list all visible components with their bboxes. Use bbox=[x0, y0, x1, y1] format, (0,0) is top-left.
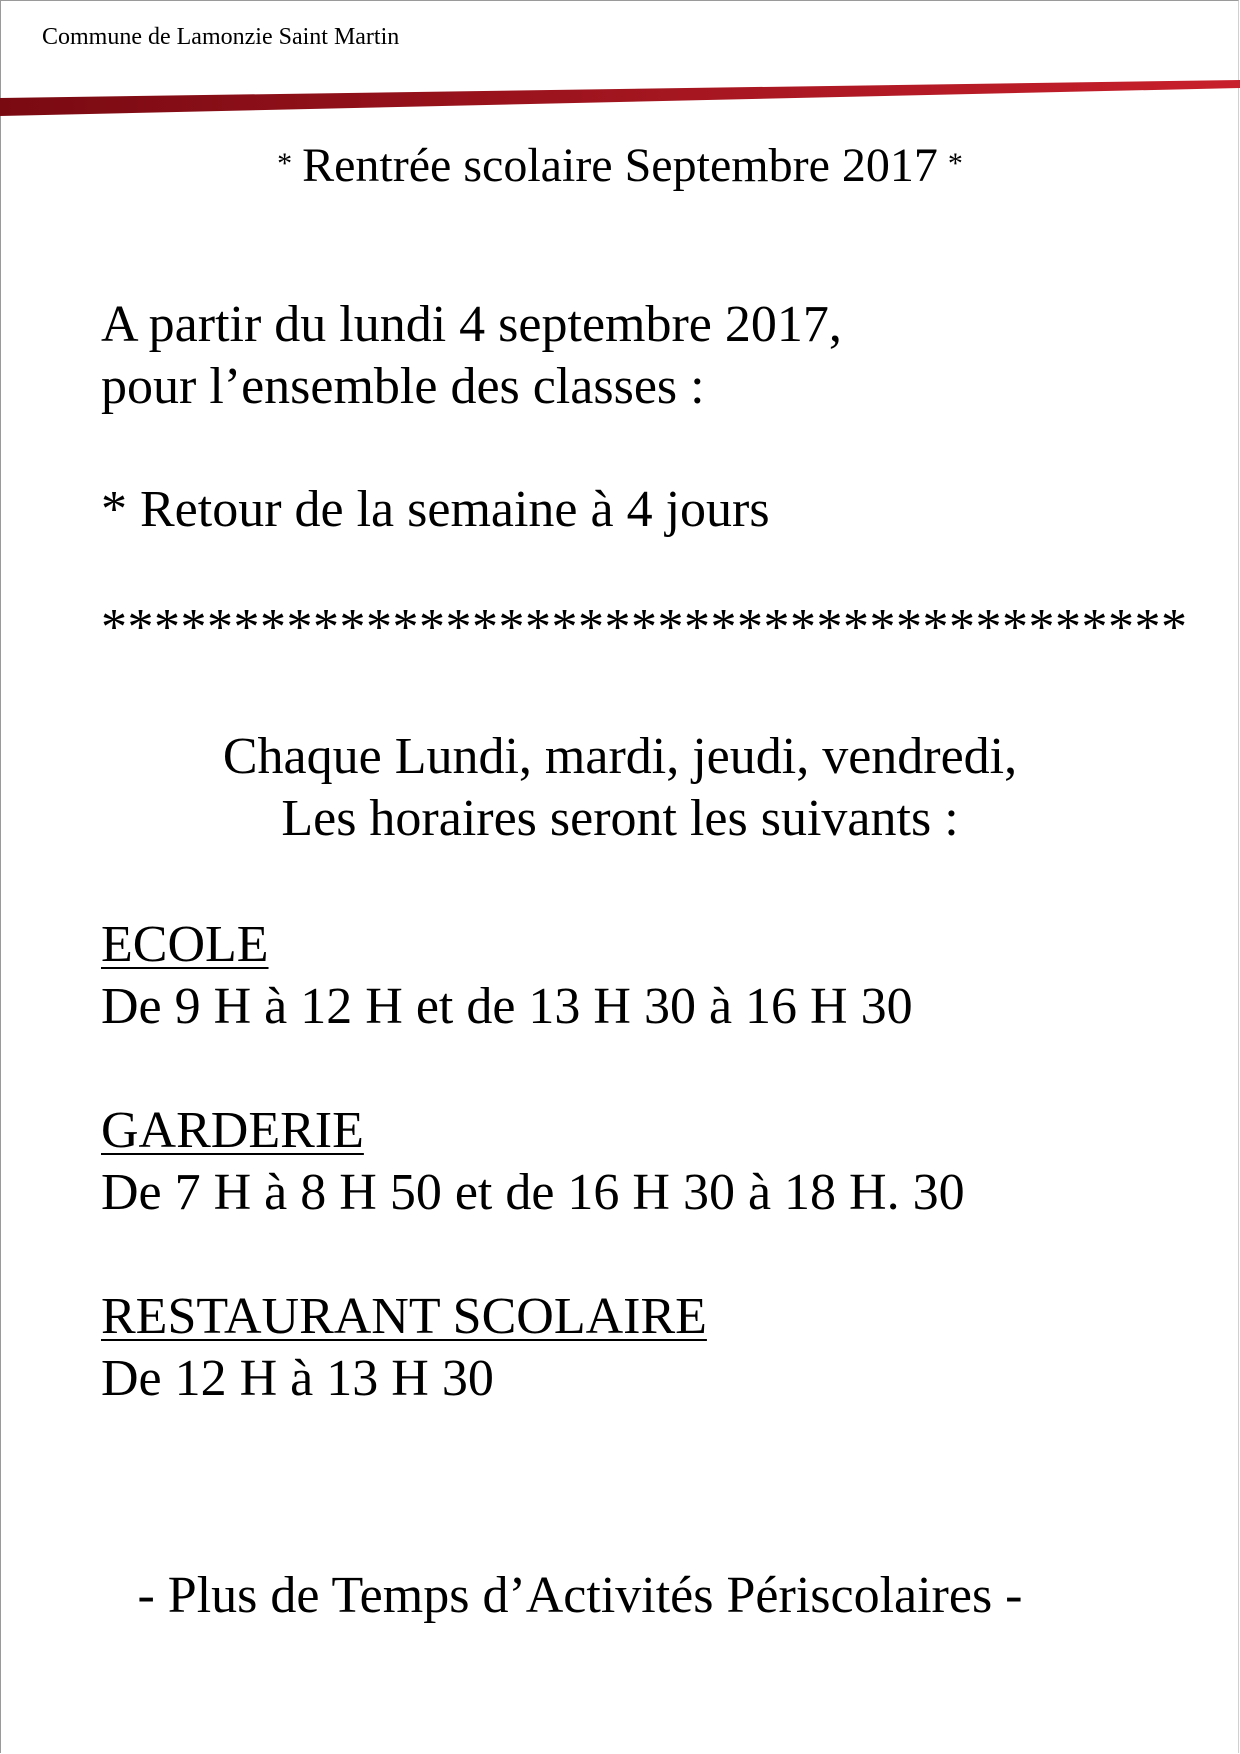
intro-paragraph bbox=[101, 294, 842, 418]
section-hours: De 7 H à 8 H 50 et de 16 H 30 à 18 H. 30 bbox=[101, 1164, 965, 1221]
title-star-left: * bbox=[277, 147, 293, 180]
schedule-intro-line-2: Les horaires seront les suivants : bbox=[281, 790, 959, 847]
section-restaurant bbox=[101, 1286, 707, 1410]
footer-note: - Plus de Temps d’Activités Périscolaires - bbox=[137, 1567, 1023, 1624]
section-hours: De 9 H à 12 H et de 13 H 30 à 16 H 30 bbox=[101, 978, 913, 1035]
page-title bbox=[0, 138, 1240, 193]
organization-name: Commune de Lamonzie Saint Martin bbox=[42, 24, 400, 50]
schedule-intro bbox=[0, 726, 1240, 850]
section-heading: RESTAURANT SCOLAIRE bbox=[101, 1288, 707, 1345]
separator-line: ***************************************** bbox=[101, 599, 1188, 656]
section-heading: ECOLE bbox=[101, 916, 269, 973]
announcement: * Retour de la semaine à 4 jours bbox=[101, 481, 770, 538]
title-text: Rentrée scolaire Septembre 2017 bbox=[302, 139, 938, 192]
section-heading: GARDERIE bbox=[101, 1102, 364, 1159]
section-daycare bbox=[101, 1100, 965, 1224]
title-star-right: * bbox=[947, 147, 963, 180]
intro-line-1: A partir du lundi 4 septembre 2017, bbox=[101, 296, 842, 353]
section-school bbox=[101, 914, 913, 1038]
section-hours: De 12 H à 13 H 30 bbox=[101, 1350, 494, 1407]
intro-line-2: pour l’ensemble des classes : bbox=[101, 358, 705, 415]
schedule-intro-line-1: Chaque Lundi, mardi, jeudi, vendredi, bbox=[222, 728, 1018, 785]
header-rule bbox=[0, 76, 1240, 120]
